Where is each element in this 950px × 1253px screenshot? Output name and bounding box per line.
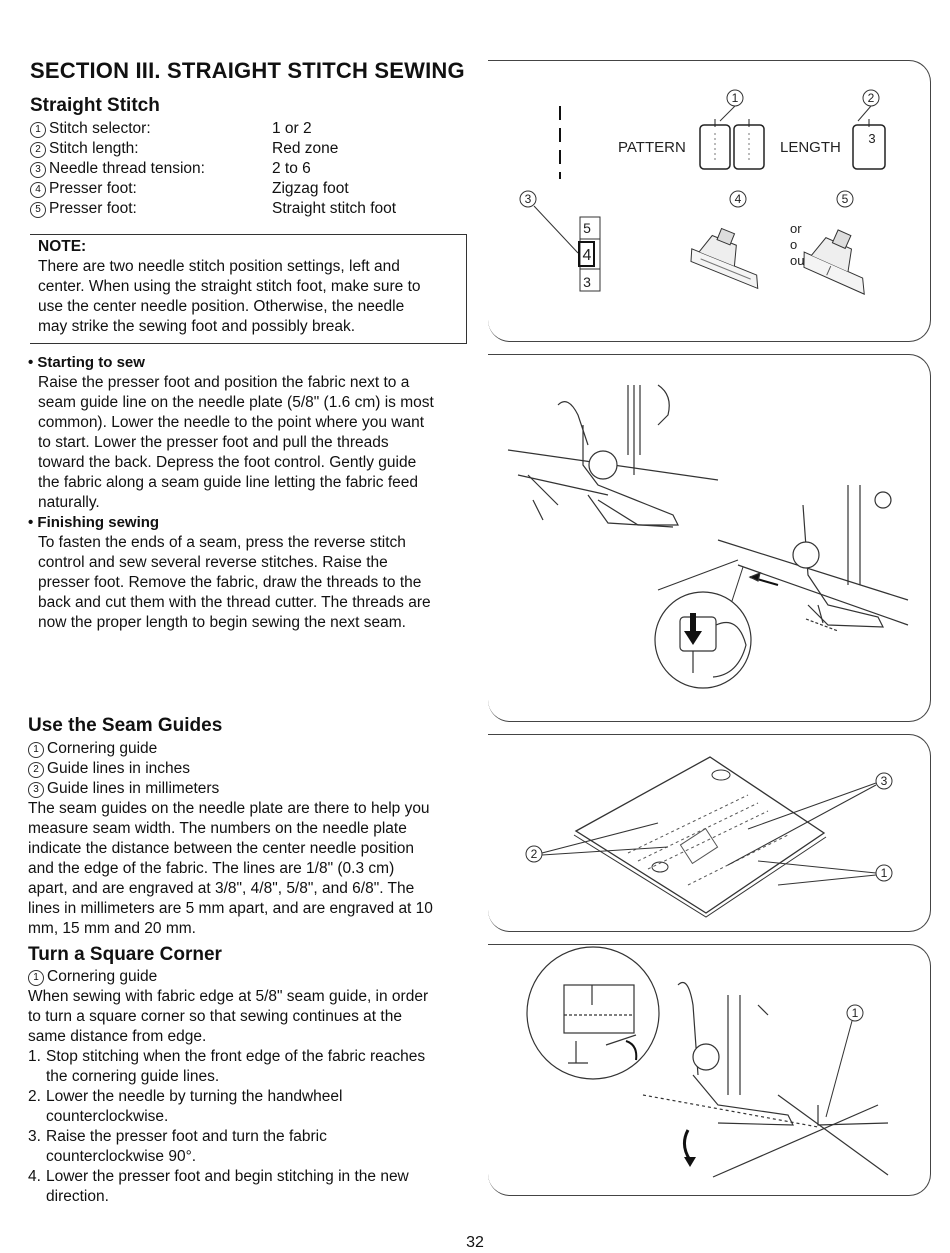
- circled-number-icon: 3: [30, 162, 46, 178]
- fig1-callout-3: 3: [524, 192, 532, 206]
- square-corner-heading: Turn a Square Corner: [28, 944, 222, 965]
- note-line: center. When using the straight stitch foot, make sure to: [38, 278, 421, 295]
- fig1-callout-2: 2: [867, 91, 875, 105]
- spec-label: Stitch selector:: [49, 120, 151, 137]
- note-text: [38, 257, 466, 337]
- pattern-label: PATTERN: [618, 139, 686, 156]
- note-line: use the center needle position. Otherwise, the needle: [38, 298, 405, 315]
- figure-sewing: [488, 354, 931, 722]
- spec-value: 1 or 2: [272, 120, 312, 137]
- spec-label: Presser foot:: [49, 180, 137, 197]
- circled-number-icon: 3: [28, 782, 44, 798]
- straight-stitch-foot-icon: [798, 221, 883, 294]
- step-line: Raise the presser foot and turn the fabric: [46, 1128, 327, 1145]
- spec-row: [30, 199, 396, 219]
- spec-row: [30, 119, 396, 139]
- straight-stitch-heading: Straight Stitch: [30, 95, 160, 116]
- seam-guides-line: mm, 15 mm and 20 mm.: [28, 920, 196, 937]
- step-item: [28, 1047, 478, 1087]
- starting-line: toward the back. Depress the foot control. Gently guide: [38, 454, 417, 471]
- seam-guides-line: The seam guides on the needle plate are there to help you: [28, 800, 430, 817]
- spec-value: Red zone: [272, 140, 339, 157]
- length-value: 3: [868, 131, 876, 146]
- square-corner-line: When sewing with fabric edge at 5/8" seam guide, in order: [28, 988, 429, 1005]
- circled-number-icon: 4: [30, 182, 46, 198]
- step-line: Lower the presser foot and begin stitching in the new: [46, 1168, 409, 1185]
- spec-row: [30, 139, 396, 159]
- starting-line: Raise the presser foot and position the fabric next to a: [38, 374, 410, 391]
- finishing-line: To fasten the ends of a seam, press the reverse stitch: [38, 534, 406, 551]
- dial-number-3: 3: [583, 274, 591, 290]
- circled-number-icon: 1: [30, 122, 46, 138]
- legend-item: [28, 967, 478, 987]
- square-corner-illustration: [488, 945, 930, 1195]
- starting-text: [28, 373, 478, 513]
- seam-guides-line: and the edge of the fabric. The lines are 1/8" (0.3 cm): [28, 860, 395, 877]
- step-item: [28, 1127, 478, 1167]
- spec-value: Zigzag foot: [272, 180, 349, 197]
- figure-stitch-settings: [488, 60, 931, 342]
- length-label: LENGTH: [780, 139, 841, 156]
- starting-line: seam guide line on the needle plate (5/8" (1.6 cm) is most: [38, 394, 434, 411]
- step-line: the cornering guide lines.: [46, 1068, 220, 1085]
- dial-number-4: 4: [582, 247, 592, 264]
- section-title: SECTION III. STRAIGHT STITCH SEWING: [30, 58, 465, 83]
- finishing-text: [28, 533, 478, 633]
- circled-number-icon: 1: [28, 970, 44, 986]
- seam-guides-line: lines in millimeters are 5 mm apart, and are engraved at 10: [28, 900, 433, 917]
- legend-item: [28, 739, 478, 759]
- spec-row: [30, 159, 396, 179]
- fig1-callout-5: 5: [841, 192, 849, 206]
- starting-heading: • Starting to sew: [28, 354, 145, 371]
- finishing-line: back and cut them with the thread cutter. The threads are: [38, 594, 431, 611]
- step-line: counterclockwise.: [46, 1108, 169, 1125]
- note-box: [30, 234, 467, 344]
- seam-guides-line: apart, and are engraved at 3/8", 4/8", 5/8", and 6/8". The: [28, 880, 415, 897]
- spec-label: Needle thread tension:: [49, 160, 205, 177]
- spec-value: Straight stitch foot: [272, 200, 397, 217]
- legend-item-text: Cornering guide: [47, 740, 158, 757]
- spec-row: [30, 179, 396, 199]
- spec-label: Presser foot:: [49, 200, 137, 217]
- finishing-line: now the proper length to begin sewing the next seam.: [38, 614, 406, 631]
- legend-item: [28, 759, 478, 779]
- step-item: [28, 1167, 478, 1207]
- square-corner-line: same distance from edge.: [28, 1028, 207, 1045]
- step-number: 2.: [28, 1088, 41, 1105]
- fig1-callout-4: 4: [734, 192, 742, 206]
- circled-number-icon: 2: [30, 142, 46, 158]
- fig3-callout-2: 2: [530, 847, 538, 861]
- note-line: may strike the sewing foot and possibly break.: [38, 318, 356, 335]
- stitch-settings-illustration: [488, 61, 930, 341]
- square-corner-body: [28, 967, 478, 1207]
- fig3-callout-3: 3: [880, 774, 888, 788]
- step-line: Stop stitching when the front edge of the fabric reaches: [46, 1048, 426, 1065]
- starting-to-sew: [28, 353, 478, 633]
- figure-square-corner: [488, 944, 931, 1196]
- finishing-line: control and sew several reverse stitches. Raise the: [38, 554, 388, 571]
- figure-needle-plate: [488, 734, 931, 932]
- starting-line: to start. Lower the presser foot and pull the threads: [38, 434, 389, 451]
- note-line: There are two needle stitch position settings, left and: [38, 258, 400, 275]
- sewing-illustration: [488, 355, 930, 721]
- ou-word: ou: [790, 253, 805, 268]
- seam-guides-heading: Use the Seam Guides: [28, 715, 223, 736]
- fig3-callout-1: 1: [880, 866, 888, 880]
- step-line: counterclockwise 90°.: [46, 1148, 197, 1165]
- page-number: 32: [466, 1234, 484, 1251]
- circled-number-icon: 2: [28, 762, 44, 778]
- step-line: Lower the needle by turning the handwheel: [46, 1088, 343, 1105]
- stitch-specs: [30, 119, 396, 219]
- legend-item: [28, 779, 478, 799]
- or-word: or: [790, 221, 802, 236]
- fig1-callout-1: 1: [731, 91, 739, 105]
- legend-item-text: Cornering guide: [47, 968, 158, 985]
- starting-line: the fabric along a seam guide line letting the fabric feed: [38, 474, 418, 491]
- step-number: 1.: [28, 1048, 41, 1065]
- legend-item-text: Guide lines in inches: [47, 760, 191, 777]
- zigzag-foot-icon: [687, 221, 773, 288]
- seam-guides-body: [28, 739, 478, 939]
- dial-number-5: 5: [583, 220, 591, 236]
- legend-item-text: Guide lines in millimeters: [47, 780, 220, 797]
- corner-steps: [28, 1047, 478, 1207]
- circled-number-icon: 1: [28, 742, 44, 758]
- spec-value: 2 to 6: [272, 160, 311, 177]
- step-item: [28, 1087, 478, 1127]
- finishing-line: presser foot. Remove the fabric, draw the threads to the: [38, 574, 422, 591]
- note-heading: NOTE:: [38, 238, 87, 255]
- o-word: o: [790, 237, 798, 252]
- needle-plate-illustration: [488, 735, 930, 931]
- starting-line: common). Lower the needle to the point where you want: [38, 414, 425, 431]
- step-line: direction.: [46, 1188, 109, 1205]
- seam-guides-line: measure seam width. The numbers on the needle plate: [28, 820, 407, 837]
- square-corner-line: to turn a square corner so that sewing continues at the: [28, 1008, 402, 1025]
- step-number: 3.: [28, 1128, 41, 1145]
- fig4-callout-1: 1: [851, 1006, 859, 1020]
- seam-guides-line: indicate the distance between the center needle position: [28, 840, 415, 857]
- circled-number-icon: 5: [30, 202, 46, 218]
- finishing-heading: • Finishing sewing: [28, 514, 160, 531]
- starting-line: naturally.: [38, 494, 100, 511]
- step-number: 4.: [28, 1168, 41, 1185]
- spec-label: Stitch length:: [49, 140, 139, 157]
